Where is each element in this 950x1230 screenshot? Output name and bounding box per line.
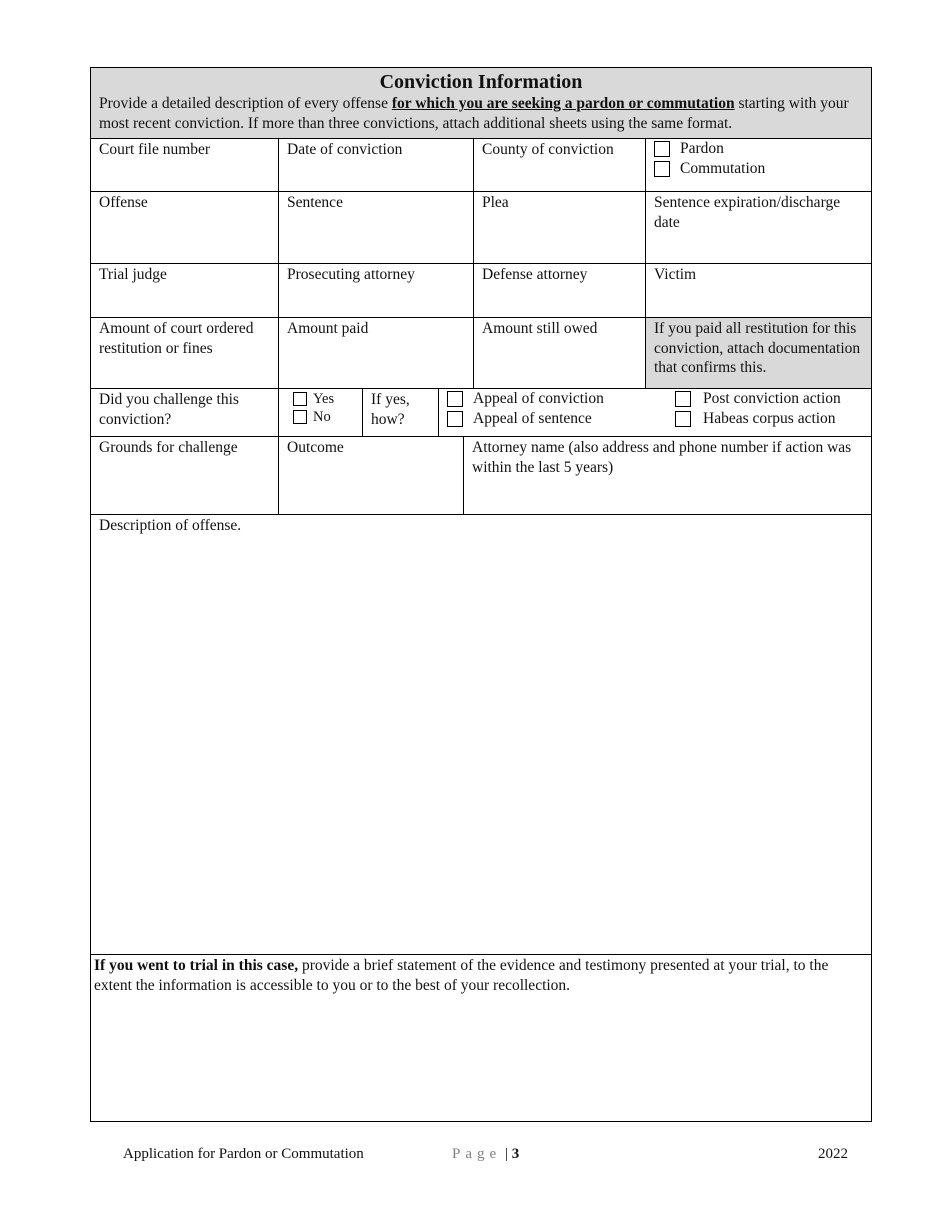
challenge-no-option[interactable]	[293, 408, 356, 426]
appeal-sentence-checkbox[interactable]	[447, 411, 463, 427]
amount-paid-label: Amount paid	[287, 320, 369, 337]
appeal-conviction-label: Appeal of conviction	[473, 390, 604, 408]
pardon-option[interactable]	[654, 139, 865, 159]
footer-page-separator: |	[501, 1146, 512, 1162]
footer-page-number: 3	[511, 1146, 520, 1162]
challenge-yes-option[interactable]	[293, 390, 356, 408]
victim-label: Victim	[654, 266, 697, 283]
commutation-checkbox[interactable]	[654, 161, 670, 177]
defense-attorney-label: Defense attorney	[482, 266, 588, 283]
prosecuting-attorney-field[interactable]	[279, 264, 474, 318]
appeal-conviction-checkbox[interactable]	[447, 391, 463, 407]
trial-statement-field[interactable]	[91, 955, 871, 1121]
commutation-option[interactable]	[654, 159, 865, 179]
defense-attorney-field[interactable]	[474, 264, 646, 318]
post-conviction-checkbox[interactable]	[675, 391, 691, 407]
outcome-label: Outcome	[287, 439, 344, 456]
victim-field[interactable]	[646, 264, 871, 318]
footer-title: Application for Pardon or Commutation	[123, 1146, 364, 1162]
date-of-conviction-field[interactable]	[279, 139, 474, 192]
conviction-form	[90, 67, 872, 1122]
pardon-checkbox[interactable]	[654, 141, 670, 157]
sentence-expiration-field[interactable]	[646, 192, 871, 264]
restitution-note	[646, 318, 871, 389]
offense-description-label: Description of offense.	[99, 517, 242, 534]
offense-label: Offense	[99, 194, 148, 211]
restitution-amount-field[interactable]	[91, 318, 279, 389]
county-of-conviction-label: County of conviction	[482, 141, 614, 158]
sentence-field[interactable]	[279, 192, 474, 264]
plea-label: Plea	[482, 194, 509, 211]
relief-type-cell	[646, 139, 871, 192]
challenge-yes-checkbox[interactable]	[293, 392, 307, 406]
court-file-number-label: Court file number	[99, 141, 211, 158]
offense-field[interactable]	[91, 192, 279, 264]
challenge-question-cell	[91, 389, 279, 437]
if-yes-how-cell	[363, 389, 439, 437]
challenge-question-label: Did you challenge this conviction?	[99, 391, 239, 428]
habeas-corpus-label: Habeas corpus action	[703, 410, 836, 428]
footer-page-word: Page	[452, 1146, 502, 1162]
footer-year: 2022	[818, 1146, 848, 1162]
county-of-conviction-field[interactable]	[474, 139, 646, 192]
footer-page	[452, 1145, 519, 1163]
restitution-amount-label: Amount of court ordered restitution or fines	[99, 320, 254, 357]
commutation-label: Commutation	[680, 160, 766, 178]
appeal-sentence-option[interactable]	[447, 409, 604, 429]
sentence-label: Sentence	[287, 194, 343, 211]
trial-statement-label: If you went to trial in this case, provide a brief statement of the evidence and testimony presented at your trial, to the extent the information is accessible to you or to the best of your recollection.	[94, 957, 829, 994]
court-file-number-field[interactable]	[91, 139, 279, 192]
outcome-field[interactable]	[279, 437, 464, 515]
challenge-no-checkbox[interactable]	[293, 410, 307, 424]
trial-judge-field[interactable]	[91, 264, 279, 318]
habeas-corpus-checkbox[interactable]	[675, 411, 691, 427]
section-header	[91, 68, 871, 139]
amount-owed-label: Amount still owed	[482, 320, 598, 337]
restitution-note-text: If you paid all restitution for this conviction, attach documentation that confirms this.	[654, 320, 861, 376]
challenge-yes-no-cell	[279, 389, 363, 437]
habeas-corpus-option[interactable]	[675, 409, 841, 429]
trial-judge-label: Trial judge	[99, 266, 167, 283]
grounds-for-challenge-field[interactable]	[91, 437, 279, 515]
if-yes-how-label: If yes, how?	[371, 391, 410, 428]
pardon-label: Pardon	[680, 140, 724, 158]
grounds-for-challenge-label: Grounds for challenge	[99, 439, 238, 456]
amount-paid-field[interactable]	[279, 318, 474, 389]
date-of-conviction-label: Date of conviction	[287, 141, 403, 158]
post-conviction-label: Post conviction action	[703, 390, 841, 408]
section-intro: Provide a detailed description of every offense for which you are seeking a pardon or commutation starting with your most recent conviction. If more than three convictions, attach additional sheets using the same format.	[99, 95, 849, 132]
challenge-yes-label: Yes	[313, 391, 335, 407]
attorney-name-label: Attorney name (also address and phone number if action was within the last 5 years)	[472, 439, 852, 476]
sentence-expiration-label: Sentence expiration/discharge date	[654, 194, 841, 231]
section-title: Conviction Information	[379, 71, 583, 93]
plea-field[interactable]	[474, 192, 646, 264]
offense-description-field[interactable]	[91, 515, 871, 955]
challenge-type-cell	[439, 389, 871, 437]
attorney-name-field[interactable]	[464, 437, 871, 515]
amount-owed-field[interactable]	[474, 318, 646, 389]
post-conviction-option[interactable]	[675, 389, 841, 409]
appeal-conviction-option[interactable]	[447, 389, 604, 409]
prosecuting-attorney-label: Prosecuting attorney	[287, 266, 415, 283]
challenge-no-label: No	[313, 409, 331, 425]
appeal-sentence-label: Appeal of sentence	[473, 410, 592, 428]
